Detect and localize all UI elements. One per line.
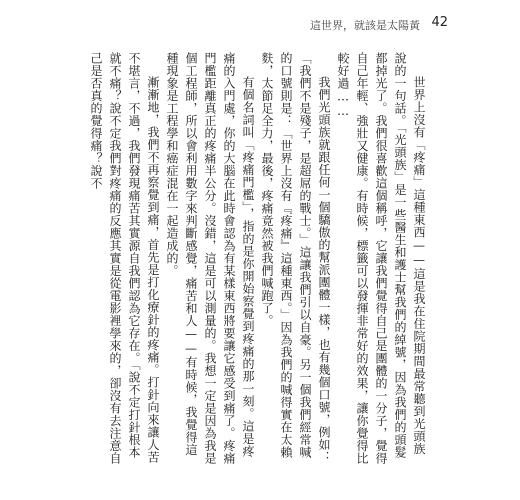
paragraph: 漸漸地，我們不再察覺到痛，首先是打化療針的疼痛。打針向來讓人苦不堪言，不過，我們發現痛苦其實源自我們認為它存在。「說不定打針根本就不痛？說不定我們對疼痛的反應其實是從電影裡學來的，卻沒有去注意自己是否真的覺得痛？說不	[89, 52, 160, 465]
paragraph: 我們光頭族就跟任何一個驕傲的幫派團體一樣，也有幾個口號，例如：「我們不是殘子，是超屌的戰士。」這讓我們引以自豪。另一個我們經常喊的口號則是：「世界上沒有『疼痛』這種東西。」因為我們的喊得實在太賴麩，太節足全力，最後，疼痛竟然被我們喊跑了。	[260, 52, 331, 464]
page-header	[0, 14, 520, 36]
page-number: 42	[431, 15, 448, 30]
vertical-body-text	[89, 52, 428, 467]
paragraph: 世界上沒有「疼痛」這種東西——這是我在住院期間最常聽到光頭族說的一句話。「光頭族」是一些醫生和護士幫我們的綽號，因為我們的頭髮都掉光了。我們很喜歡這個稱呼，它讓我們覺得自己是團體的一分子，覺得自己年輕、強壯又健康。有時候，標籤可以發揮非常好的效果，讓你覺得比較好過……	[336, 52, 426, 465]
paragraph: 有個名詞叫「疼痛門檻」，指的是你開始察覺到疼痛的那一刻。這是疼痛的入門處，你的大腦在此時會認為有某樣東西將要讓它感受到痛了。疼痛門檻距離真正的疼痛半公分。沒錯，這是可以測量的。我想一定是因為我是個工程師，所以會利用數字來判斷感覺，痛苦和人——有時候，我覺得這種現象是工程學和癌症混在一起造成的。	[165, 52, 255, 465]
running-title: 這世界，就該是太陽黃	[310, 19, 420, 32]
